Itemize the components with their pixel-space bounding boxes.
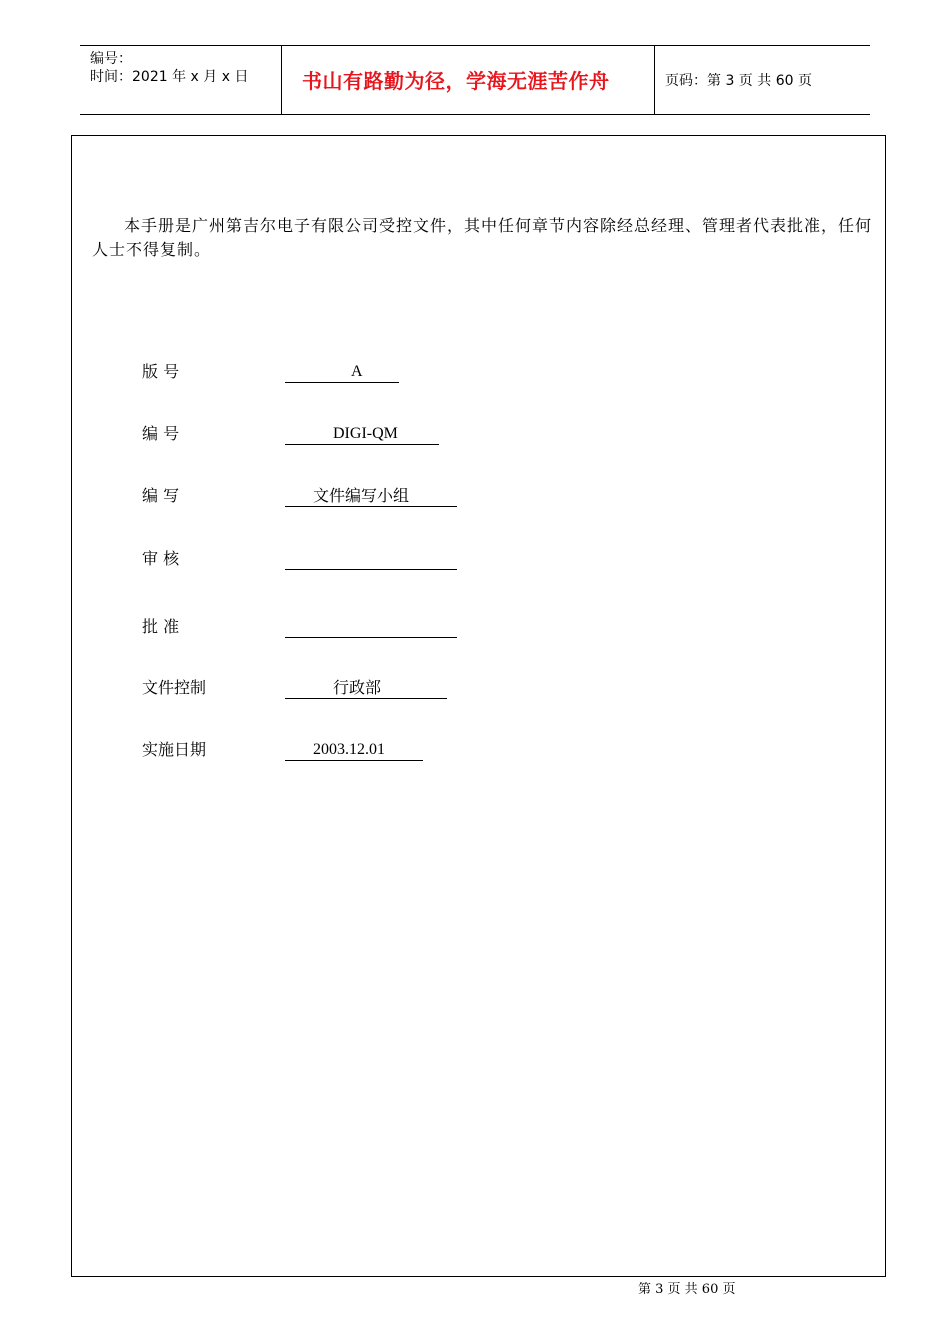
author-value: 文件编写小组 [285,485,457,507]
header-page-cell [655,46,870,114]
review-value [285,548,457,570]
header-page-info: 页码：第 3 页 共 60 页 [665,73,812,89]
header-motto-cell [282,46,655,114]
page-footer: 第 3 页 共 60 页 [638,1282,736,1297]
control-statement: 本手册是广州第吉尔电子有限公司受控文件，其中任何章节内容除经总经理、管理者代表批准，任何人士不得复制。 [92,216,873,259]
review-label: 审 核 [142,549,180,568]
code-label: 编 号 [142,424,180,443]
control-label: 文件控制 [142,678,207,697]
version-label: 版 号 [142,362,180,381]
document-number-label: 编号： [90,51,132,67]
approve-label: 批 准 [142,617,180,636]
approve-value [285,616,457,638]
date-value: 2003.12.01 [285,739,423,761]
version-value: A [285,361,399,383]
date-label: 实施日期 [142,740,207,759]
header-motto: 书山有路勤为径，学海无涯苦作舟 [302,69,610,93]
content-frame [71,135,886,1277]
control-value: 行政部 [285,677,447,699]
document-date: 时间：2021 年 x 月 x 日 [90,69,249,85]
header-meta-cell [80,46,282,114]
author-label: 编 写 [142,486,180,505]
code-value: DIGI-QM [285,423,439,445]
page-header [80,45,870,115]
